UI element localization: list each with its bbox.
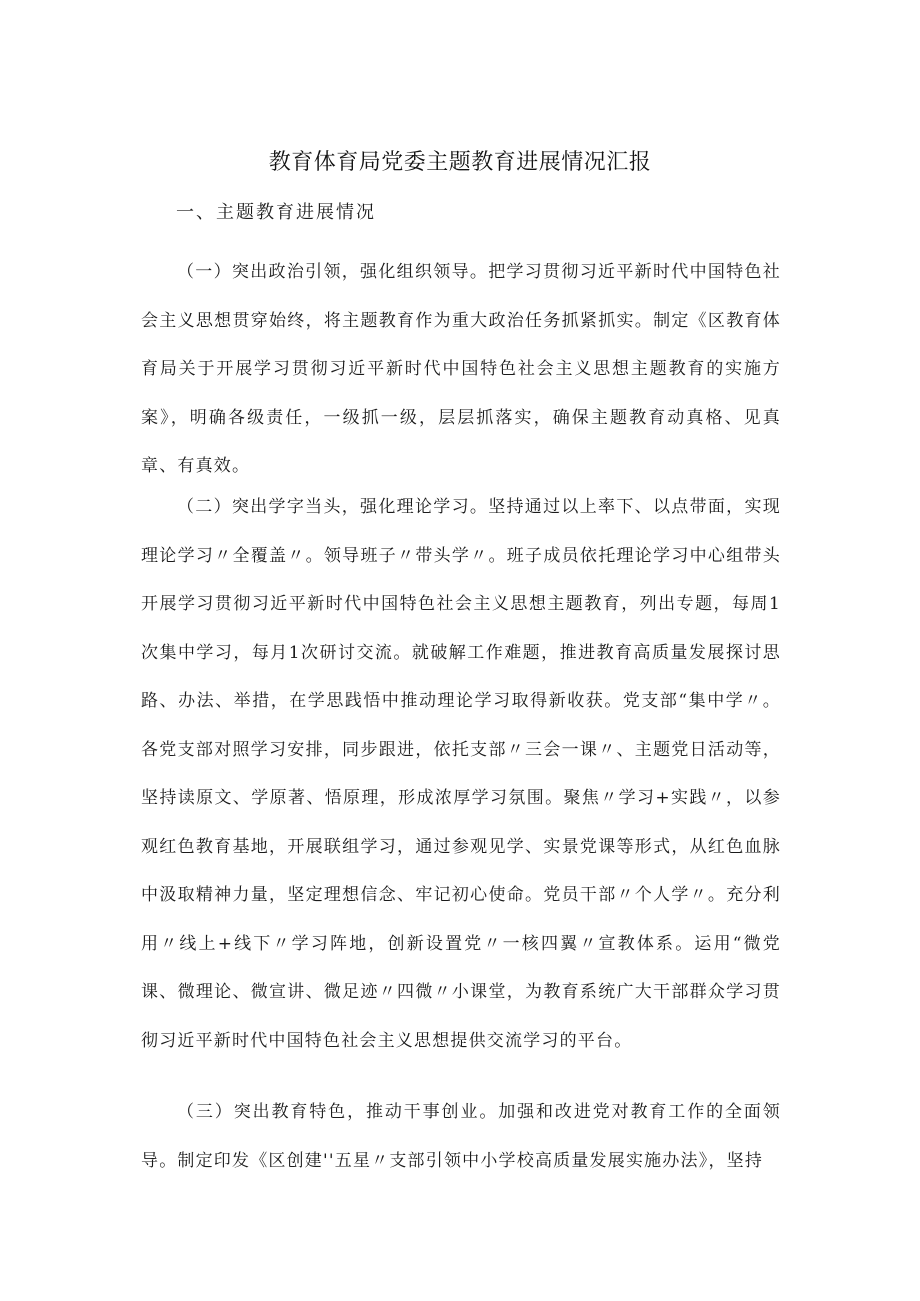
- paragraph-1: （一）突出政治引领，强化组织领导。把学习贯彻习近平新时代中国特色社会主义思想贯穿始终，将主题教育作为重大政治任务抓紧抓实。制定《区教育体育局关于开展学习贯彻习近平新时代中国特色社会主义思想主题教育的实施方案》，明确各级责任，一级抓一级，层层抓落实，确保主题教育动真格、见真章、有真效。: [141, 262, 781, 476]
- paragraph-2: （二）突出学字当头，强化理论学习。坚持通过以上率下、以点带面，实现理论学习〃全覆盖〃。领导班子〃带头学〃。班子成员依托理论学习中心组带头开展学习贯彻习近平新时代中国特色社会主义思想主题教育，列出专题，每周1次集中学习，每月1次研讨交流。就破解工作难题，推进教育高质量发展探讨思路、办法、举措，在学思践悟中推动理论学习取得新收获。党支部“集中学〃。各党支部对照学习安排，同步跟进，依托支部〃三会一课〃、主题党日活动等，坚持读原文、学原著、悟原理，形成浓厚学习氛围。聚焦〃学习+实践〃，以参观红色教育基地，开展联组学习，通过参观见学、实景党课等形式，从红色血脉中汲取精神力量，坚定理想信念、牢记初心使命。党员干部〃个人学〃。充分利用〃线上+线下〃学习阵地，创新设置党〃一核四翼〃宣教体系。运用“微党课、微理论、微宣讲、微足迹〃四微〃小课堂，为教育系统广大干部群众学习贯彻习近平新时代中国特色社会主义思想提供交流学习的平台。: [141, 497, 781, 1051]
- paragraph-3: （三）突出教育特色，推动干事创业。加强和改进党对教育工作的全面领导。制定印发《区创建''五星〃支部引领中小学校高质量发展实施办法》，坚持: [141, 1102, 781, 1171]
- section-heading: 一、主题教育进展情况: [176, 202, 376, 223]
- document-title: 教育体育局党委主题教育进展情况汇报: [268, 150, 652, 175]
